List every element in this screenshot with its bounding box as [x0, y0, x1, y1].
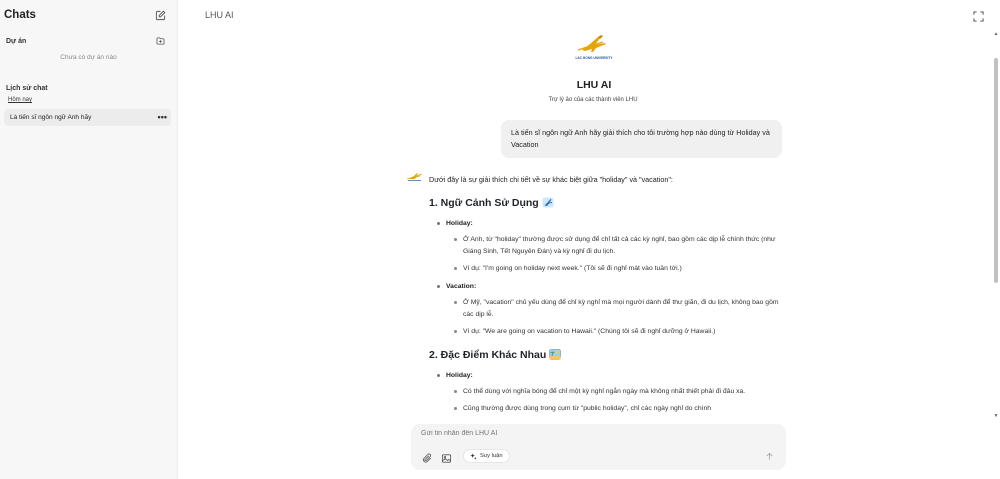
new-chat-icon[interactable] [153, 8, 167, 22]
projects-section [0, 33, 177, 49]
send-button[interactable] [762, 449, 776, 463]
list-item: Ví dụ: "We are going on vacation to Hawaii." (Chúng tôi sẽ đi nghỉ dưỡng ở Hawaii.) [429, 326, 789, 338]
section-heading-text: 1. Ngữ Cảnh Sử Dụng [429, 197, 539, 209]
beach-picture-icon [549, 349, 561, 364]
airplane-icon [542, 197, 554, 212]
list-item: Có thể dùng với nghĩa bóng để chỉ một kỳ nghỉ ngắn ngày mà không nhất thiết phải đi đâu xa. [429, 386, 789, 398]
scroll-up-icon[interactable]: ▲ [993, 31, 999, 37]
list-item: Cũng thường được dùng trong cụm từ "public holiday", chỉ các ngày nghỉ do chính [429, 403, 789, 415]
list-item: Holiday: [429, 218, 789, 229]
message-input[interactable] [421, 430, 721, 437]
more-options-icon[interactable]: ••• [157, 112, 167, 122]
scroll-down-icon[interactable]: ▼ [993, 413, 999, 419]
chat-list-item[interactable] [4, 109, 171, 126]
image-icon[interactable] [441, 451, 452, 462]
bot-avatar-icon [406, 171, 423, 181]
chat-scrollbar[interactable] [992, 28, 1000, 424]
chat-history-label: Lịch sử chat [6, 85, 48, 92]
chat-main [178, 0, 1000, 479]
sidebar-title: Chats [4, 9, 36, 21]
sidebar-header [0, 0, 177, 30]
attach-icon[interactable] [422, 451, 433, 462]
projects-label: Dự án [6, 37, 27, 45]
today-label: Hôm nay [8, 97, 33, 103]
list-item: Ở Anh, từ "holiday" thường được sử dụng để chỉ tất cả các kỳ nghỉ, bao gồm các dịp lễ chính thức (như Giáng Sinh, Tết Nguyên Đán) và kỳ nghỉ đi du lịch. [429, 234, 789, 258]
answer-intro: Dưới đây là sự giải thích chi tiết về sự khác biệt giữa "holiday" và "vacation": [429, 175, 673, 184]
chat-item-label: Là tiến sĩ ngôn ngữ Anh hãy [10, 114, 92, 121]
section-heading-1 [429, 196, 789, 212]
arrow-up-icon [765, 452, 774, 461]
scroll-thumb[interactable] [994, 58, 998, 283]
sparkle-icon [470, 453, 477, 460]
projects-empty-text: Chưa có dự án nào [60, 54, 117, 61]
list-item: Holiday: [429, 370, 789, 381]
section-heading-2 [429, 348, 789, 364]
bot-subtitle: Trợ lý ảo của các thành viên LHU [548, 97, 638, 103]
reasoning-label: Suy luận [480, 453, 503, 459]
list-item: Ở Mỹ, "vacation" chủ yếu dùng để chỉ kỳ nghỉ mà mọi người dành để thư giãn, đi du lịch, không bao gồm các dịp lễ. [429, 297, 789, 321]
list-item: Vacation: [429, 281, 789, 292]
page-title: LHU AI [205, 10, 234, 20]
list-item: Ví dụ: "I'm going on holiday next week." (Tôi sẽ đi nghỉ mát vào tuần tới.) [429, 263, 789, 275]
assistant-answer [429, 174, 789, 415]
section-heading-text: 2. Đặc Điểm Khác Nhau [429, 349, 547, 361]
bot-name: LHU AI [576, 79, 612, 91]
message-composer [411, 424, 786, 470]
new-folder-icon[interactable] [153, 34, 167, 48]
sidebar [0, 0, 178, 479]
lhu-logo [568, 33, 620, 61]
fullscreen-icon[interactable] [973, 9, 984, 20]
logo-caption: LAC HONG UNIVERSITY [575, 56, 613, 60]
reasoning-button[interactable] [463, 449, 510, 463]
user-message: Là tiến sĩ ngôn ngữ Anh hãy giải thích cho tôi trường hợp nào dùng từ Holiday và Vacation [501, 120, 782, 158]
